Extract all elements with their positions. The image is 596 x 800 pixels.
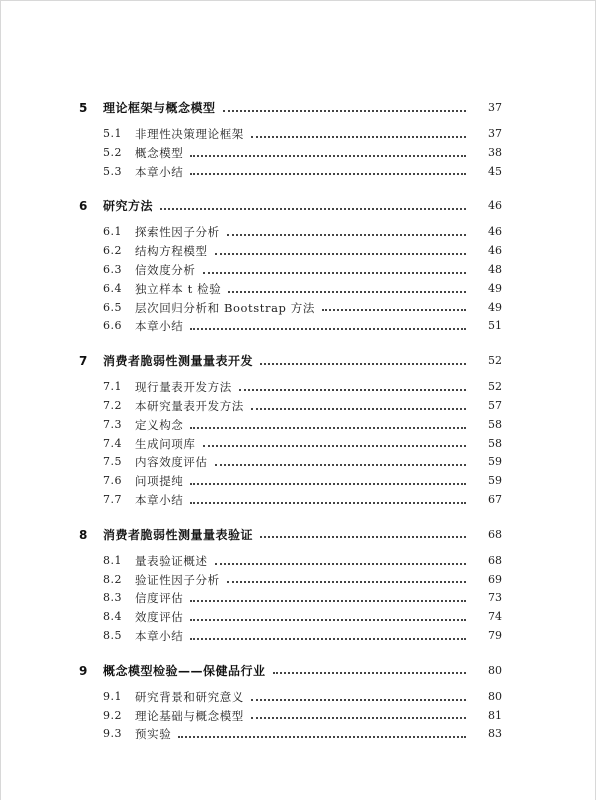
- toc-section-row[interactable]: [1, 435, 596, 454]
- section-page-number: 79: [488, 628, 502, 642]
- section-page-number: 58: [488, 417, 502, 431]
- section-number: 6.3: [103, 262, 122, 276]
- section-title: 本研究量表开发方法: [135, 398, 244, 413]
- dot-leader: [190, 482, 466, 485]
- toc-section-row[interactable]: [1, 163, 596, 182]
- dot-leader: [239, 388, 466, 391]
- toc-section-row[interactable]: [1, 378, 596, 397]
- section-page-number: 37: [488, 127, 502, 140]
- chapter-page-number: 68: [488, 527, 502, 541]
- section-number: 6.1: [103, 225, 122, 239]
- toc-section-row[interactable]: [1, 571, 596, 590]
- section-number: 5.2: [103, 145, 122, 159]
- section-title: 信效度分析: [135, 262, 196, 277]
- section-number: 8.4: [103, 610, 122, 624]
- toc-section-row[interactable]: [1, 125, 596, 144]
- section-number: 8.5: [103, 628, 122, 642]
- dot-leader: [215, 252, 466, 255]
- section-page-number: 68: [488, 553, 502, 567]
- section-title: 预实验: [135, 727, 172, 742]
- chapter-title: 消费者脆弱性测量量表开发: [103, 354, 254, 369]
- toc-section-row[interactable]: [1, 317, 596, 336]
- chapter-page-number: 46: [488, 199, 502, 213]
- section-number: 7.2: [103, 398, 122, 412]
- section-number: 6.5: [103, 300, 122, 314]
- dot-leader: [223, 109, 466, 112]
- dot-leader: [322, 308, 466, 311]
- section-number: 8.3: [103, 591, 122, 605]
- section-title: 生成问项库: [135, 436, 196, 451]
- section-number: 7.7: [103, 492, 122, 506]
- dot-leader: [251, 716, 466, 719]
- section-page-number: 58: [488, 436, 502, 450]
- toc-section-row[interactable]: [1, 589, 596, 608]
- toc-chapter-row[interactable]: [1, 661, 596, 681]
- toc-section-row[interactable]: [1, 397, 596, 416]
- dot-leader: [215, 463, 466, 466]
- section-title: 信度评估: [135, 591, 184, 606]
- section-number: 6.6: [103, 319, 122, 333]
- section-page-number: 49: [488, 281, 502, 295]
- section-page-number: 38: [488, 145, 502, 159]
- toc-chapter-row[interactable]: [1, 525, 596, 545]
- dot-leader: [190, 154, 466, 157]
- section-title: 结构方程模型: [135, 244, 208, 259]
- toc-section-row[interactable]: [1, 280, 596, 299]
- section-page-number: 59: [488, 474, 502, 488]
- dot-leader: [251, 407, 466, 410]
- section-title: 研究背景和研究意义: [135, 689, 244, 704]
- section-title: 理论基础与概念模型: [135, 708, 244, 723]
- toc-section-row[interactable]: [1, 491, 596, 510]
- section-title: 本章小结: [135, 319, 184, 334]
- toc-section-row[interactable]: [1, 608, 596, 627]
- section-title: 验证性因子分析: [135, 572, 220, 587]
- chapter-number: 6: [79, 199, 88, 214]
- section-number: 8.1: [103, 553, 122, 567]
- section-number: 5.3: [103, 164, 122, 178]
- dot-leader: [203, 444, 467, 447]
- section-title: 非理性决策理论框架: [135, 127, 244, 141]
- section-page-number: 69: [488, 572, 502, 586]
- section-number: 6.4: [103, 281, 122, 295]
- chapter-number: 8: [79, 527, 88, 542]
- section-page-number: 57: [488, 398, 502, 412]
- dot-leader: [215, 562, 466, 565]
- section-page-number: 46: [488, 225, 502, 239]
- dot-leader: [178, 735, 466, 738]
- section-page-number: 46: [488, 244, 502, 258]
- dot-leader: [260, 362, 466, 365]
- section-page-number: 83: [488, 727, 502, 741]
- section-title: 探索性因子分析: [135, 225, 220, 240]
- chapter-number: 7: [79, 354, 88, 369]
- section-number: 9.1: [103, 689, 122, 703]
- section-number: 8.2: [103, 572, 122, 586]
- section-number: 5.1: [103, 127, 122, 140]
- dot-leader: [227, 233, 466, 236]
- toc-section-row[interactable]: [1, 261, 596, 280]
- toc-section-row[interactable]: [1, 472, 596, 491]
- chapter-page-number: 37: [488, 101, 502, 114]
- section-number: 7.1: [103, 380, 122, 394]
- toc-section-row[interactable]: [1, 688, 596, 707]
- section-title: 层次回归分析和 Bootstrap 方法: [135, 300, 315, 315]
- section-page-number: 67: [488, 492, 502, 506]
- dot-leader: [203, 271, 467, 274]
- section-page-number: 81: [488, 708, 502, 722]
- toc-section-row[interactable]: [1, 453, 596, 472]
- chapter-number: 5: [79, 101, 88, 115]
- dot-leader: [273, 671, 466, 674]
- section-title: 效度评估: [135, 610, 184, 625]
- dot-leader: [190, 426, 466, 429]
- toc-section-row[interactable]: [1, 242, 596, 261]
- toc-section-row[interactable]: [1, 416, 596, 435]
- section-number: 7.6: [103, 474, 122, 488]
- chapter-number: 9: [79, 663, 88, 678]
- toc-chapter-row[interactable]: [1, 98, 596, 118]
- section-number: 9.2: [103, 708, 122, 722]
- dot-leader: [227, 580, 466, 583]
- chapter-page-number: 80: [488, 663, 502, 677]
- section-number: 7.5: [103, 455, 122, 469]
- section-number: 7.4: [103, 436, 122, 450]
- toc-section-row[interactable]: [1, 725, 596, 744]
- section-title: 量表验证概述: [135, 553, 208, 568]
- dot-leader: [190, 618, 466, 621]
- section-title: 独立样本 t 检验: [135, 281, 222, 296]
- section-page-number: 51: [488, 319, 502, 333]
- section-number: 6.2: [103, 244, 122, 258]
- toc-section-row[interactable]: [1, 299, 596, 318]
- table-of-contents: [1, 98, 596, 744]
- dot-leader: [251, 698, 466, 701]
- dot-leader: [190, 637, 466, 640]
- section-title: 内容效度评估: [135, 455, 208, 470]
- dot-leader: [251, 135, 466, 138]
- section-number: 9.3: [103, 727, 122, 741]
- section-title: 本章小结: [135, 628, 184, 643]
- section-title: 本章小结: [135, 492, 184, 507]
- chapter-title: 理论框架与概念模型: [103, 101, 216, 115]
- section-page-number: 49: [488, 300, 502, 314]
- section-title: 现行量表开发方法: [135, 380, 232, 395]
- section-page-number: 59: [488, 455, 502, 469]
- dot-leader: [228, 290, 466, 293]
- chapter-title: 消费者脆弱性测量量表验证: [103, 527, 254, 542]
- section-title: 定义构念: [135, 417, 184, 432]
- dot-leader: [260, 535, 466, 538]
- section-title: 本章小结: [135, 164, 184, 179]
- section-title: 问项提纯: [135, 474, 184, 489]
- section-number: 7.3: [103, 417, 122, 431]
- section-page-number: 80: [488, 689, 502, 703]
- toc-section-row[interactable]: [1, 144, 596, 163]
- toc-section-row[interactable]: [1, 627, 596, 646]
- section-title: 概念模型: [135, 145, 184, 160]
- dot-leader: [190, 172, 466, 175]
- dot-leader: [160, 207, 466, 210]
- toc-section-row[interactable]: [1, 552, 596, 571]
- chapter-page-number: 52: [488, 354, 502, 368]
- section-page-number: 45: [488, 164, 502, 178]
- toc-chapter-row[interactable]: [1, 196, 596, 216]
- toc-section-row[interactable]: [1, 223, 596, 242]
- chapter-title: 概念模型检验——保健品行业: [103, 663, 266, 678]
- toc-section-row[interactable]: [1, 707, 596, 726]
- section-page-number: 48: [488, 262, 502, 276]
- toc-chapter-row[interactable]: [1, 351, 596, 371]
- section-page-number: 73: [488, 591, 502, 605]
- dot-leader: [190, 327, 466, 330]
- section-page-number: 74: [488, 610, 502, 624]
- dot-leader: [190, 501, 466, 504]
- section-page-number: 52: [488, 380, 502, 394]
- chapter-title: 研究方法: [103, 199, 154, 214]
- dot-leader: [190, 599, 466, 602]
